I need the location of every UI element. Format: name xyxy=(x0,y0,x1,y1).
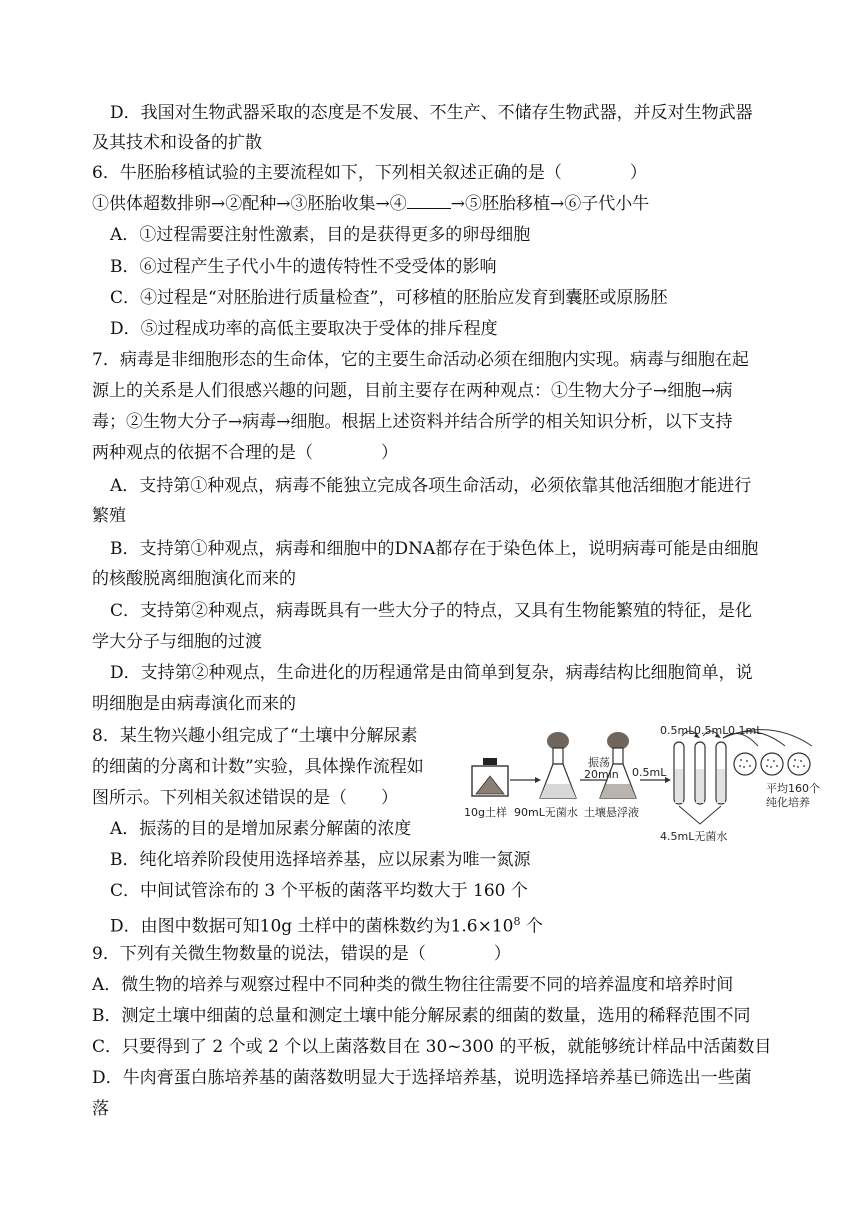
experiment-figure xyxy=(460,724,830,854)
label-purify: 纯化培养 xyxy=(766,796,810,809)
q6-flow xyxy=(92,192,649,215)
label-volume-3: 0.5mL xyxy=(694,724,729,737)
q7-stem-line1: 7．病毒是非细胞形态的生命体，它的主要生命活动必须在细胞内实现。病毒与细胞在起 xyxy=(92,350,749,370)
q7-option-b-line2: 的核酸脱离细胞演化而来的 xyxy=(92,569,296,589)
label-shake-time: 20min xyxy=(584,768,619,781)
label-average-count: 平均160个 xyxy=(766,782,820,795)
soil-sample-icon xyxy=(472,758,508,796)
q6-option-b: B．⑥过程产生子代小牛的遗传特性不受受体的影响 xyxy=(110,257,497,277)
q8-stem-line2: 的细菌的分离和计数”实验，具体操作流程如 xyxy=(92,757,424,777)
flask-1-icon xyxy=(540,732,576,798)
q8-option-d-unit: 个 xyxy=(520,916,543,937)
q9-option-d-line2: 落 xyxy=(92,1099,109,1119)
test-tubes-icon xyxy=(674,731,726,824)
q6-flow-part2: →⑤胚胎移植→⑥子代小牛 xyxy=(450,194,650,214)
label-tubes: 4.5mL无菌水 xyxy=(660,830,728,843)
q5-option-d-line2: 及其技术和设备的扩散 xyxy=(92,133,262,153)
q6-option-d: D．⑤过程成功率的高低主要取决于受体的排斥程度 xyxy=(110,319,498,339)
q8-formula: 1.6×10 xyxy=(450,916,514,937)
q8-stem-line1: 8．某生物兴趣小组完成了“土壤中分解尿素 xyxy=(92,726,418,746)
q8-stem-line3: 图所示。下列相关叙述错误的是（ ） xyxy=(92,788,398,808)
q7-stem-line3: 毒；②生物大分子→病毒→细胞。根据上述资料并结合所学的相关知识分析，以下支持 xyxy=(92,412,733,432)
arrow-head xyxy=(535,777,541,783)
q8-option-b: B．纯化培养阶段使用选择培养基，应以尿素为唯一氮源 xyxy=(110,850,531,870)
q6-flow-part1: ①供体超数排卵→②配种→③胚胎收集→④ xyxy=(92,194,407,214)
q8-option-a: A．振荡的目的是增加尿素分解菌的浓度 xyxy=(110,819,412,839)
q9-option-a: A．微生物的培养与观察过程中不同种类的微生物往往需要不同的培养温度和培养时间 xyxy=(92,975,734,995)
q7-stem-line2: 源上的关系是人们很感兴趣的问题，目前主要存在两种观点：①生物大分子→细胞→病 xyxy=(92,381,733,401)
q7-option-b-line1: B．支持第①种观点，病毒和细胞中的DNA都存在于染色体上，说明病毒可能是由细胞 xyxy=(110,539,759,559)
q7-stem-line4: 两种观点的依据不合理的是（ ） xyxy=(92,443,398,463)
q9-option-b: B．测定土壤中细菌的总量和测定土壤中能分解尿素的细菌的数量，选用的稀释范围不同 xyxy=(92,1006,751,1026)
q5-option-d-line1: D．我国对生物武器采取的态度是不发展、不生产、不储存生物武器，并反对生物武器 xyxy=(110,103,753,123)
q8-option-c: C．中间试管涂布的 3 个平板的菌落平均数大于 160 个 xyxy=(110,881,528,901)
label-volume-1: 0.5mL xyxy=(632,766,667,779)
q7-option-d-line2: 明细胞是由病毒演化而来的 xyxy=(92,694,296,714)
q9-option-d-line1: D．牛肉膏蛋白胨培养基的菌落数明显大于选择培养基，说明选择培养基已筛选出一些菌 xyxy=(92,1068,752,1088)
q7-option-c-line1: C．支持第②种观点，病毒既具有一些大分子的特点，又具有生物能繁殖的特征，是化 xyxy=(110,601,753,621)
q7-option-c-line2: 学大分子与细胞的过渡 xyxy=(92,632,262,652)
label-volume-4: 0.1mL xyxy=(728,724,763,737)
q8-option-d xyxy=(110,911,543,938)
q6-stem: 6．牛胚胎移植试验的主要流程如下，下列相关叙述正确的是（ ） xyxy=(92,163,647,183)
blank-line xyxy=(407,192,451,209)
q8-option-d-text: D．由图中数据可知10g 土样中的菌株数约为 xyxy=(110,916,451,937)
petri-dishes-icon xyxy=(734,753,810,775)
label-flask-2: 土壤悬浮液 xyxy=(584,806,639,819)
q9-option-c: C．只要得到了 2 个或 2 个以上菌落数目在 30~300 的平板，就能够统计样品中活菌数目 xyxy=(92,1037,772,1057)
label-soil-sample: 10g土样 xyxy=(464,806,507,819)
label-flask-1: 90mL无菌水 xyxy=(514,806,578,819)
label-volume-2: 0.5mL xyxy=(660,724,695,737)
q6-option-a: A．①过程需要注射性激素，目的是获得更多的卵母细胞 xyxy=(110,225,531,245)
q7-option-a-line2: 繁殖 xyxy=(92,506,126,526)
q7-option-a-line1: A．支持第①种观点，病毒不能独立完成各项生命活动，必须依靠其他活细胞才能进行 xyxy=(110,476,752,496)
q8-formula-exp: 8 xyxy=(513,915,521,928)
q6-option-c: C．④过程是“对胚胎进行质量检查”，可移植的胚胎应发育到囊胚或原肠胚 xyxy=(110,288,668,308)
q9-stem: 9．下列有关微生物数量的说法，错误的是（ ） xyxy=(92,944,511,964)
q7-option-d-line1: D．支持第②种观点，生命进化的历程通常是由简单到复杂，病毒结构比细胞简单，说 xyxy=(110,663,753,683)
label-shake: 振荡 xyxy=(588,756,610,769)
